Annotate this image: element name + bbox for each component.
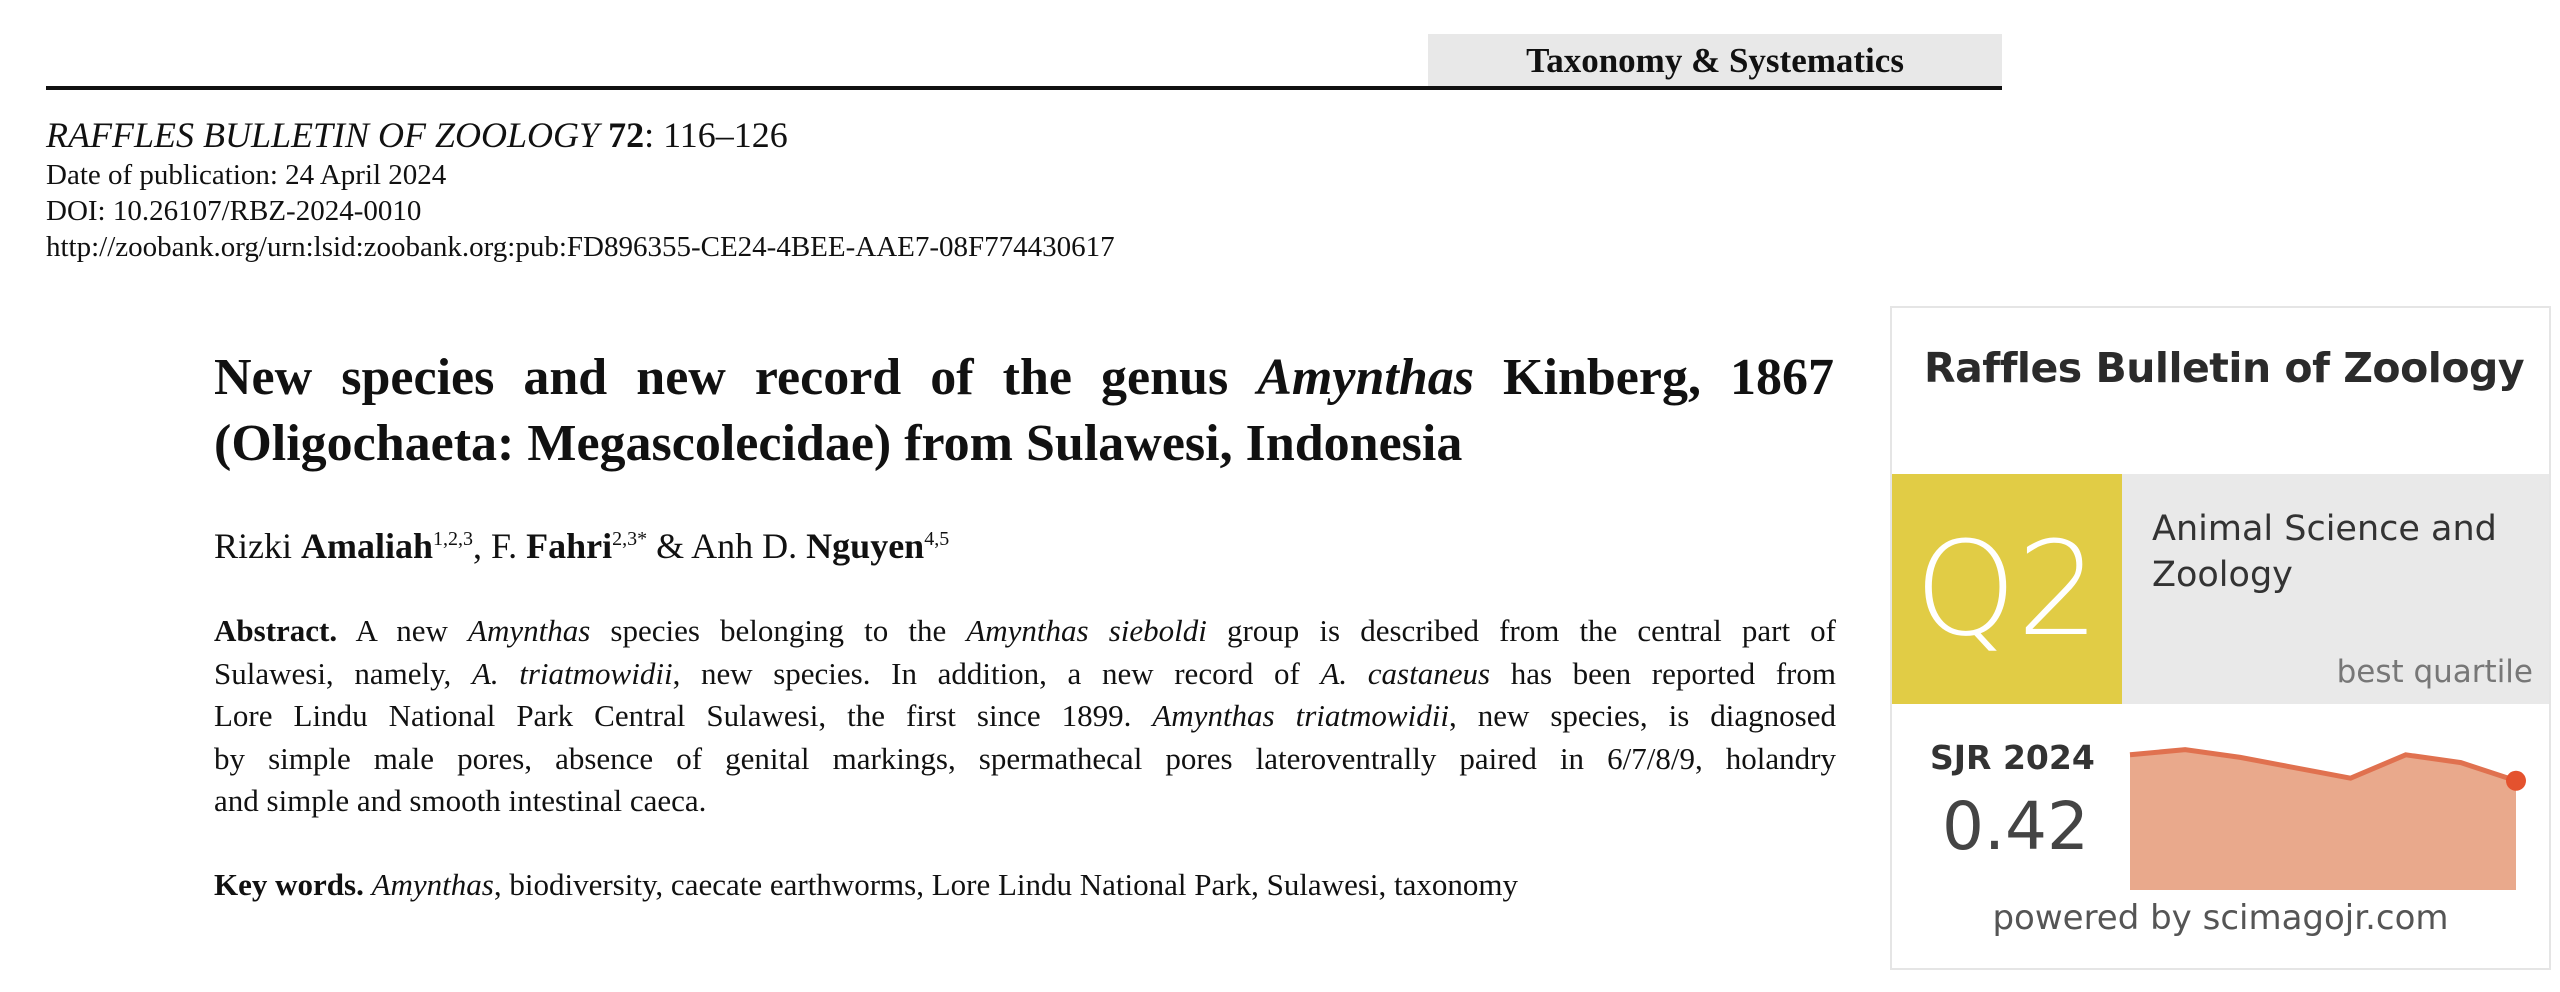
abstract-line: Abstract. A new Amynthas species belonging to the Amynthas sieboldi group is described from the central part of xyxy=(214,613,1836,648)
title-part1: New species and new record of the genus xyxy=(214,349,1258,406)
title-part2: Kinberg, 1867 xyxy=(1473,349,1835,406)
author-separator: & xyxy=(647,526,692,566)
zoobank-link[interactable]: http://zoobank.org/urn:lsid:zoobank.org:pub:FD896355-CE24-4BEE-AAE7-08F774430617 xyxy=(46,231,1115,264)
title-genus: Amynthas xyxy=(1257,349,1474,406)
journal-name: RAFFLES BULLETIN OF ZOOLOGY xyxy=(46,115,600,155)
sjr-latest-point xyxy=(2506,771,2526,791)
abstract-line: by simple male pores, absence of genital markings, spermathecal pores lateroventrally paired in 6/7/8/9, holandry xyxy=(214,740,1836,776)
quartile-badge: Q2 xyxy=(1892,474,2122,704)
abstract-line: Lore Lindu National Park Central Sulawesi, the first since 1899. Amynthas triatmowidii, new species, is diagnosed xyxy=(214,698,1836,733)
author-separator: , xyxy=(473,526,492,566)
sjr-journal-title: Raffles Bulletin of Zoology xyxy=(1924,344,2525,392)
author-affiliation: 1,2,3 xyxy=(433,528,474,550)
keywords xyxy=(214,867,1518,903)
publication-date: Date of publication: 24 April 2024 xyxy=(46,159,447,192)
author-given-name: F. xyxy=(491,526,527,566)
sjr-widget[interactable] xyxy=(1890,306,2551,970)
keyword-amynthas: Amynthas xyxy=(371,867,494,902)
journal-volume: 72 xyxy=(608,115,645,155)
article-title xyxy=(214,345,1834,477)
author-family-name: Nguyen xyxy=(806,526,925,566)
powered-by-link[interactable]: powered by scimagojr.com xyxy=(1992,898,2449,938)
author-family-name: Amaliah xyxy=(301,526,434,566)
abstract xyxy=(214,610,1836,823)
author-given-name: Rizki xyxy=(214,526,301,566)
author-affiliation: 2,3* xyxy=(612,528,648,550)
author xyxy=(214,526,491,566)
abstract-label: Abstract. xyxy=(214,613,338,648)
journal-pages: : 116–126 xyxy=(644,115,788,155)
author xyxy=(491,526,691,566)
author-list xyxy=(214,525,949,567)
sjr-value: 0.42 xyxy=(1942,788,2089,865)
author-family-name: Fahri xyxy=(526,526,613,566)
title-line2: (Oligochaeta: Megascolecidae) from Sulawesi, Indonesia xyxy=(214,415,1463,472)
category-name: Animal Science and Zoology xyxy=(2152,509,2497,595)
sjr-year-label: SJR 2024 xyxy=(1930,738,2095,777)
keywords-label: Key words. xyxy=(214,867,364,902)
journal-citation xyxy=(46,114,1115,157)
article-meta xyxy=(46,114,1115,265)
section-tab: Taxonomy & Systematics xyxy=(1428,34,2002,87)
keywords-rest: , biodiversity, caecate earthworms, Lore Lindu National Park, Sulawesi, taxonomy xyxy=(493,867,1518,902)
header-rule xyxy=(46,86,2002,90)
best-quartile-label: best quartile xyxy=(2336,654,2533,690)
sjr-trend-chart xyxy=(2118,724,2538,894)
doi[interactable]: DOI: 10.26107/RBZ-2024-0010 xyxy=(46,195,422,228)
abstract-line: Sulawesi, namely, A. triatmowidii, new species. In addition, a new record of A. castaneus has been reported from xyxy=(214,655,1836,691)
author-given-name: Anh D. xyxy=(691,526,807,566)
author xyxy=(691,526,949,566)
abstract-line: and simple and smooth intestinal caeca. xyxy=(214,783,707,818)
category-box xyxy=(2122,474,2549,704)
author-affiliation: 4,5 xyxy=(924,528,950,550)
